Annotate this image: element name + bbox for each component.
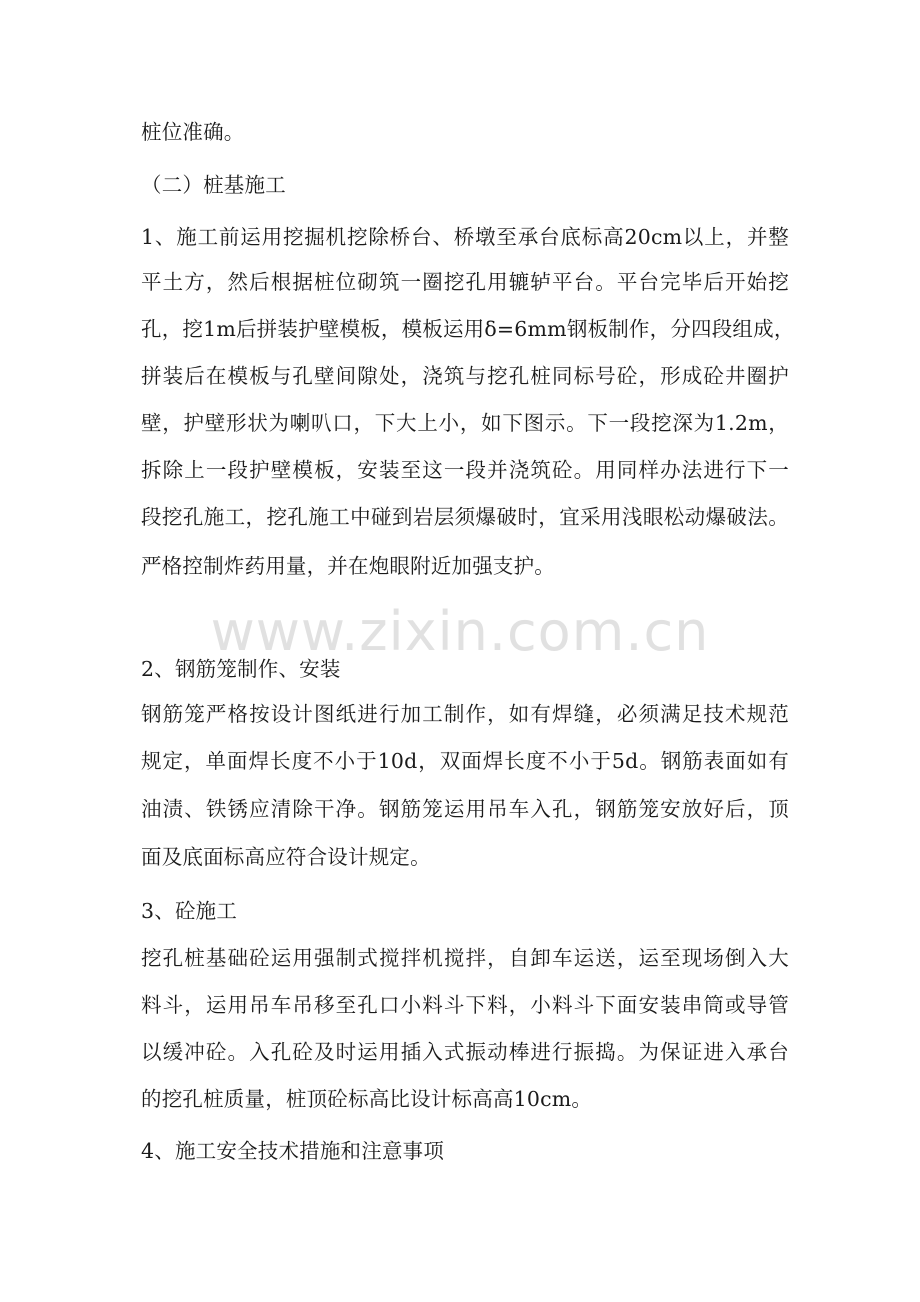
text-line: 拼装后在模板与孔壁间隙处，浇筑与挖孔桩同标号砼，形成砼井圈护 [141, 364, 789, 388]
text-line: 以缓冲砼。入孔砼及时运用插入式振动棒进行振捣。为保证进入承台 [141, 1040, 789, 1064]
section-heading: 3、砼施工 [141, 899, 238, 923]
watermark: www.zixin.com.cn [210, 600, 710, 663]
section-heading: （二）桩基施工 [141, 173, 286, 197]
text-line: 1、施工前运用挖掘机挖除桥台、桥墩至承台底标高20cm以上，并整 [141, 225, 789, 249]
text-line: 油渍、铁锈应清除干净。钢筋笼运用吊车入孔，钢筋笼安放好后，顶 [141, 797, 789, 821]
text-line: 桩位准确。 [141, 120, 245, 144]
text-line: 料斗，运用吊车吊移至孔口小料斗下料，小料斗下面安装串筒或导管 [141, 993, 789, 1017]
text-line: 的挖孔桩质量，桩顶砼标高比设计标高高10cm。 [141, 1087, 593, 1111]
text-line: 严格控制炸药用量，并在炮眼附近加强支护。 [141, 554, 555, 578]
text-line: 壁，护壁形状为喇叭口，下大上小，如下图示。下一段挖深为1.2m， [141, 411, 789, 435]
section-heading: 4、施工安全技术措施和注意事项 [141, 1139, 445, 1163]
section-heading: 2、钢筋笼制作、安装 [141, 657, 341, 681]
text-line: 孔，挖1m后拼装护壁模板，模板运用δ=6mm钢板制作，分四段组成， [141, 317, 795, 341]
text-line: 拆除上一段护壁模板，安装至这一段并浇筑砼。用同样办法进行下一 [141, 458, 789, 482]
text-line: 平土方，然后根据桩位砌筑一圈挖孔用辘轳平台。平台完毕后开始挖 [141, 270, 789, 294]
text-line: 段挖孔施工，挖孔施工中碰到岩层须爆破时，宜采用浅眼松动爆破法。 [141, 505, 789, 529]
text-line: 钢筋笼严格按设计图纸进行加工制作，如有焊缝，必须满足技术规范 [141, 702, 789, 726]
text-line: 规定，单面焊长度不小于10d，双面焊长度不小于5d。钢筋表面如有 [141, 749, 789, 773]
text-line: 挖孔桩基础砼运用强制式搅拌机搅拌，自卸车运送，运至现场倒入大 [141, 946, 789, 970]
text-line: 面及底面标高应符合设计规定。 [141, 845, 431, 869]
